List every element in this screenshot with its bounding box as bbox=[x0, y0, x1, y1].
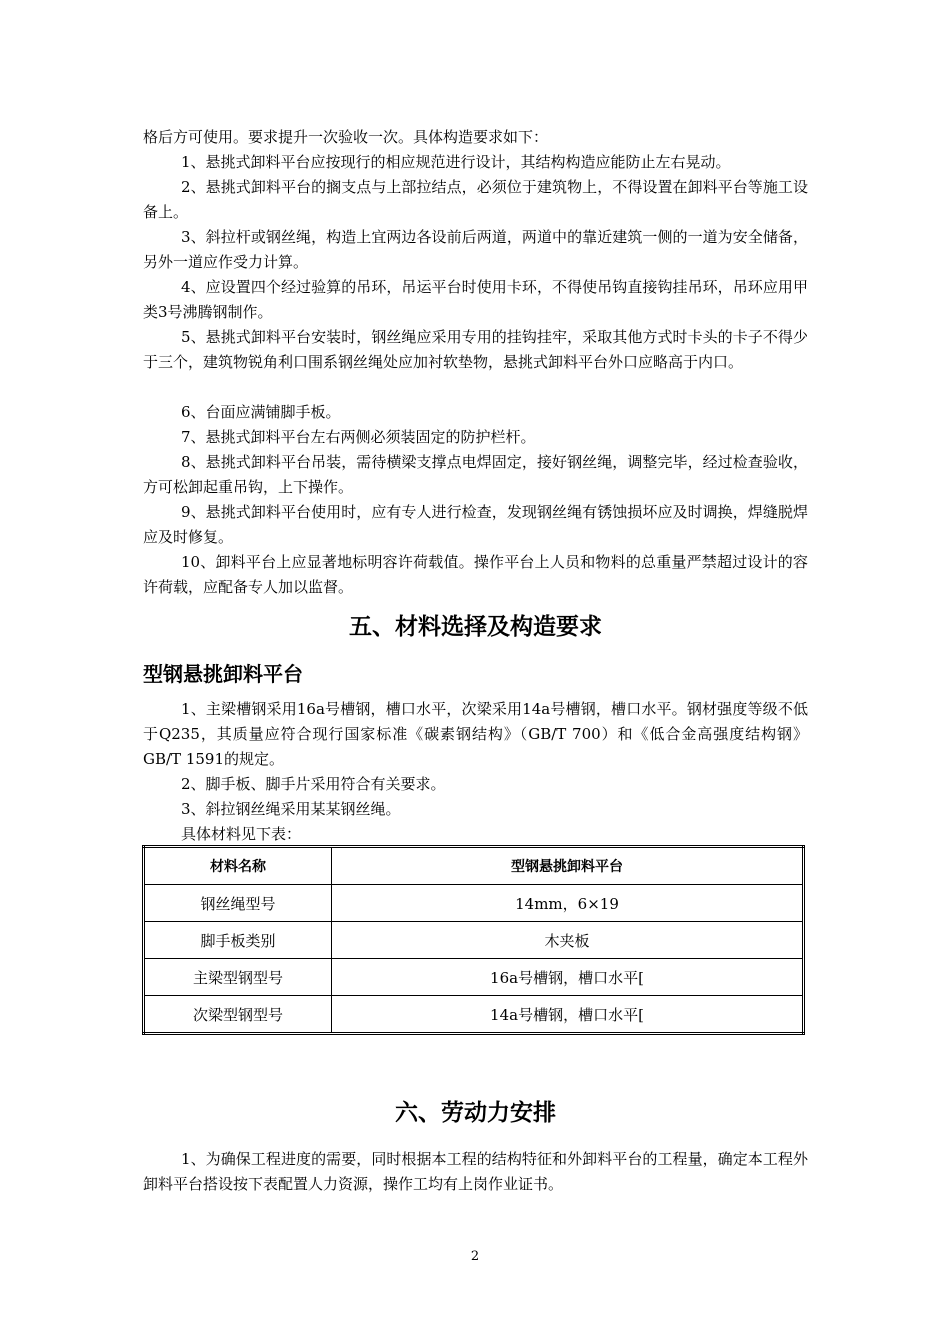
section-6-title: 六、劳动力安排 bbox=[395, 1100, 556, 1126]
material-paragraph-3: 3、斜拉钢丝绳采用某某钢丝绳。 bbox=[181, 800, 401, 818]
material-paragraph-2: 2、脚手板、脚手片采用符合有关要求。 bbox=[181, 775, 446, 793]
requirement-4: 4、应设置四个经过验算的吊环，吊运平台时使用卡环，不得使吊钩直接钩挂吊环，吊环应用甲类3号沸腾钢制作。 bbox=[143, 278, 808, 321]
materials-table bbox=[142, 845, 805, 1035]
table-row bbox=[144, 922, 804, 959]
table-row bbox=[144, 885, 804, 922]
table-row bbox=[144, 996, 804, 1034]
requirement-8: 8、悬挑式卸料平台吊装，需待横梁支撑点电焊固定，接好钢丝绳，调整完毕，经过检查验收，方可松卸起重吊钩，上下操作。 bbox=[143, 453, 808, 496]
table-cell: 脚手板类别 bbox=[144, 922, 332, 959]
paragraph-continuation: 格后方可使用。要求提升一次验收一次。具体构造要求如下： bbox=[143, 128, 549, 146]
table-cell: 钢丝绳型号 bbox=[144, 885, 332, 922]
material-table-intro: 具体材料见下表： bbox=[181, 825, 302, 843]
table-cell: 14mm，6×19 bbox=[332, 885, 804, 922]
requirement-2: 2、悬挑式卸料平台的搁支点与上部拉结点，必须位于建筑物上，不得设置在卸料平台等施工设备上。 bbox=[143, 178, 808, 221]
requirement-1: 1、悬挑式卸料平台应按现行的相应规范进行设计，其结构构造应能防止左右晃动。 bbox=[181, 153, 731, 171]
table-header-row bbox=[144, 847, 804, 885]
section-5-subtitle: 型钢悬挑卸料平台 bbox=[143, 662, 303, 686]
table-cell: 14a号槽钢，槽口水平[ bbox=[332, 996, 804, 1034]
table-cell: 主梁型钢型号 bbox=[144, 959, 332, 996]
table-header-cell: 型钢悬挑卸料平台 bbox=[332, 847, 804, 885]
table-row bbox=[144, 959, 804, 996]
table-cell: 木夹板 bbox=[332, 922, 804, 959]
requirement-6: 6、台面应满铺脚手板。 bbox=[181, 403, 341, 421]
labor-paragraph-1: 1、为确保工程进度的需要，同时根据本工程的结构特征和外卸料平台的工程量，确定本工程外卸料平台搭设按下表配置人力资源，操作工均有上岗作业证书。 bbox=[143, 1150, 808, 1193]
page-number: 2 bbox=[470, 1249, 480, 1264]
requirement-3: 3、斜拉杆或钢丝绳，构造上宜两边各设前后两道，两道中的靠近建筑一侧的一道为安全储备，另外一道应作受力计算。 bbox=[143, 228, 808, 271]
requirement-10: 10、卸料平台上应显著地标明容许荷载值。操作平台上人员和物料的总重量严禁超过设计的容许荷载，应配备专人加以监督。 bbox=[143, 553, 808, 596]
table-cell: 次梁型钢型号 bbox=[144, 996, 332, 1034]
table-header-cell: 材料名称 bbox=[144, 847, 332, 885]
section-5-title: 五、材料选择及构造要求 bbox=[349, 614, 602, 640]
requirement-7: 7、悬挑式卸料平台左右两侧必须装固定的防护栏杆。 bbox=[181, 428, 536, 446]
material-paragraph-1: 1、主梁槽钢采用16a号槽钢，槽口水平，次梁采用14a号槽钢，槽口水平。钢材强度等级不低于Q235，其质量应符合现行国家标准《碳素钢结构》（GB/T 700）和《低合金高强度结构钢》GB/T 1591的规定。 bbox=[143, 700, 808, 768]
requirement-9: 9、悬挑式卸料平台使用时，应有专人进行检查，发现钢丝绳有锈蚀损坏应及时调换，焊缝脱焊应及时修复。 bbox=[143, 503, 808, 546]
requirement-5: 5、悬挑式卸料平台安装时，钢丝绳应采用专用的挂钩挂牢，采取其他方式时卡头的卡子不得少于三个，建筑物锐角利口围系钢丝绳处应加衬软垫物，悬挑式卸料平台外口应略高于内口。 bbox=[143, 328, 808, 371]
table-cell: 16a号槽钢，槽口水平[ bbox=[332, 959, 804, 996]
